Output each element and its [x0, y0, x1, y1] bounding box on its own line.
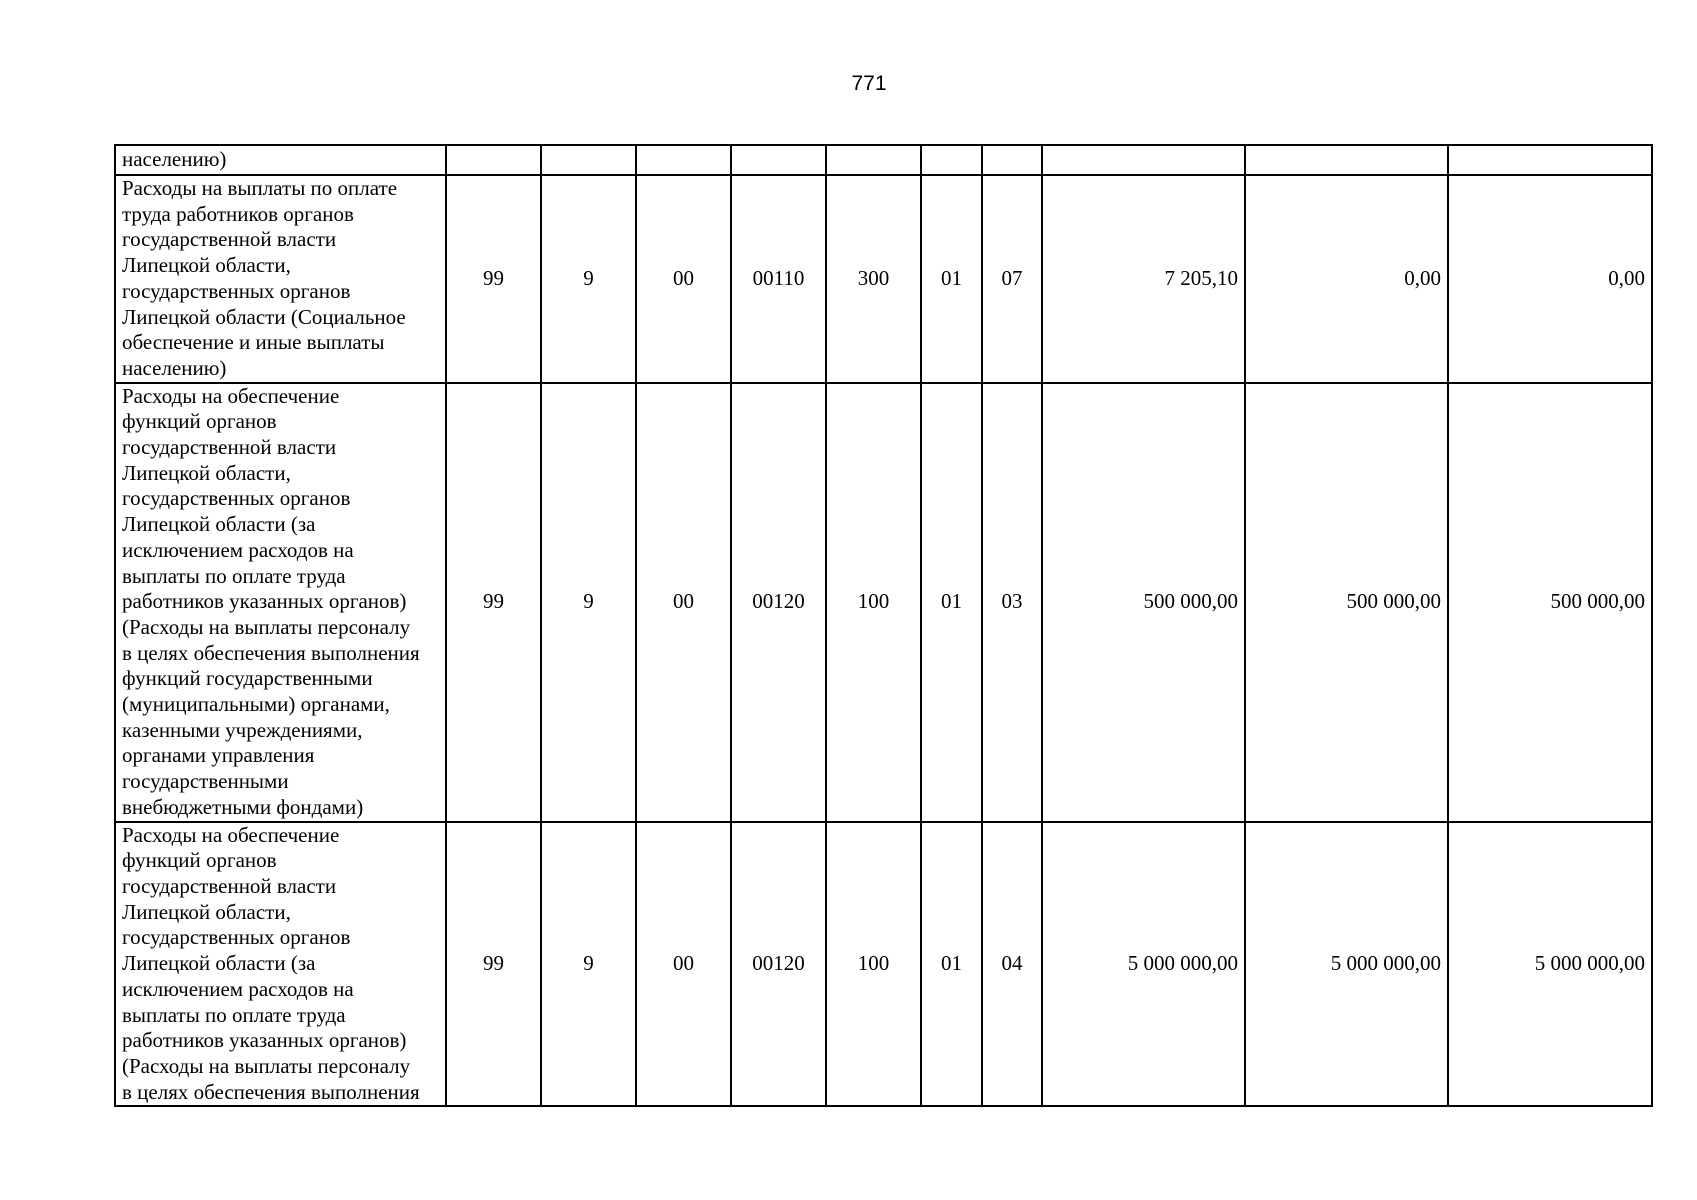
- program-code-cell: 99: [446, 175, 541, 383]
- table-row: [115, 175, 1652, 383]
- main-activity-code-cell: [636, 145, 731, 175]
- expense-direction-code-cell: 00110: [731, 175, 826, 383]
- section-code-cell: [921, 145, 982, 175]
- expense-direction-code-cell: 00120: [731, 383, 826, 822]
- expense-type-code-cell: 100: [826, 383, 921, 822]
- subprogram-code-cell: 9: [541, 383, 636, 822]
- amount-year-3-cell: 500 000,00: [1448, 383, 1652, 822]
- section-code-cell: 01: [921, 175, 982, 383]
- amount-year-3-cell: [1448, 145, 1652, 175]
- table-row: [115, 383, 1652, 822]
- program-code-cell: [446, 145, 541, 175]
- row-description: Расходы на обеспечение функций органов государственной власти Липецкой области, государственных органов Липецкой области (за исключением расходов на выплаты по оплате труда работников указанных органов) (Расходы на выплаты персоналу в целях обеспечения выполнения функций государственными (муниципальными) органами, казенными учреждениями, органами управления государственными внебюджетными фондами): [115, 383, 446, 822]
- subsection-code-cell: 07: [982, 175, 1042, 383]
- main-activity-code-cell: 00: [636, 175, 731, 383]
- amount-year-3-cell: 5 000 000,00: [1448, 822, 1652, 1107]
- table-row: [115, 145, 1652, 175]
- row-description: Расходы на обеспечение функций органов государственной власти Липецкой области, государственных органов Липецкой области (за исключением расходов на выплаты по оплате труда работников указанных органов) (Расходы на выплаты персоналу в целях обеспечения выполнения: [115, 822, 446, 1107]
- amount-year-2-cell: [1245, 145, 1448, 175]
- budget-table: [114, 144, 1653, 1107]
- amount-year-2-cell: 0,00: [1245, 175, 1448, 383]
- subprogram-code-cell: 9: [541, 822, 636, 1107]
- subsection-code-cell: [982, 145, 1042, 175]
- amount-year-3-cell: 0,00: [1448, 175, 1652, 383]
- program-code-cell: 99: [446, 822, 541, 1107]
- program-code-cell: 99: [446, 383, 541, 822]
- amount-year-1-cell: [1042, 145, 1245, 175]
- subprogram-code-cell: [541, 145, 636, 175]
- main-activity-code-cell: 00: [636, 383, 731, 822]
- section-code-cell: 01: [921, 822, 982, 1107]
- subsection-code-cell: 03: [982, 383, 1042, 822]
- expense-direction-code-cell: 00120: [731, 822, 826, 1107]
- amount-year-1-cell: 500 000,00: [1042, 383, 1245, 822]
- amount-year-1-cell: 5 000 000,00: [1042, 822, 1245, 1107]
- row-description: Расходы на выплаты по оплате труда работников органов государственной власти Липецкой области, государственных органов Липецкой области (Социальное обеспечение и иные выплаты населению): [115, 175, 446, 383]
- expense-direction-code-cell: [731, 145, 826, 175]
- page-number: 771: [851, 72, 887, 95]
- expense-type-code-cell: 300: [826, 175, 921, 383]
- amount-year-1-cell: 7 205,10: [1042, 175, 1245, 383]
- section-code-cell: 01: [921, 383, 982, 822]
- row-description: населению): [115, 145, 446, 175]
- subsection-code-cell: 04: [982, 822, 1042, 1107]
- amount-year-2-cell: 500 000,00: [1245, 383, 1448, 822]
- expense-type-code-cell: [826, 145, 921, 175]
- expense-type-code-cell: 100: [826, 822, 921, 1107]
- main-activity-code-cell: 00: [636, 822, 731, 1107]
- amount-year-2-cell: 5 000 000,00: [1245, 822, 1448, 1107]
- subprogram-code-cell: 9: [541, 175, 636, 383]
- table-row: [115, 822, 1652, 1107]
